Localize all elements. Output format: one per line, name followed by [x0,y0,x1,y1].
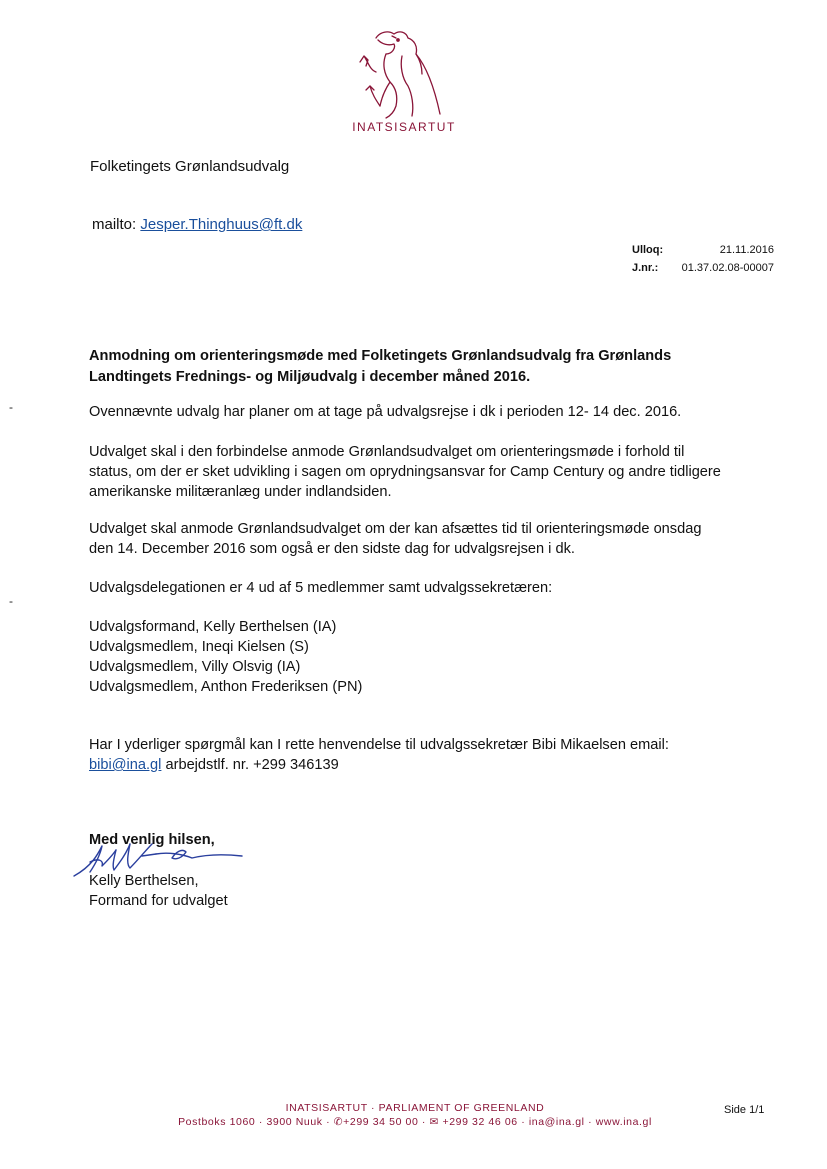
letter-subject: Anmodning om orienteringsmøde med Folketingets Grønlandsudvalg fra Grønlands Landtingets Frednings- og Miljøudvalg i december måned 2016. [89,348,672,385]
contact-phone: arbejdstlf. nr. +299 346139 [161,757,339,773]
member-item: Udvalgsmedlem, Villy Olsvig (IA) [89,659,301,675]
paragraph-4: Udvalgsdelegationen er 4 ud af 5 medlemmer samt udvalgssekretæren: [89,580,553,596]
date-value: 21.11.2016 [719,244,774,256]
journal-value: 01.37.02.08-00007 [681,262,774,274]
journal-label: J.nr.: [632,262,659,274]
document-meta [632,244,774,280]
contact-email-link[interactable]: bibi@ina.gl [89,757,162,773]
recipient-name: Folketingets Grønlandsudvalg [90,158,290,175]
date-row [632,244,774,262]
polar-bear-icon [336,26,466,126]
members-list [89,617,729,697]
margin-mark: - [9,400,13,414]
journal-row [632,262,774,280]
closing-greeting: Med venlig hilsen, [89,832,215,848]
page-number: Side 1/1 [724,1104,765,1116]
contact-text: Har I yderliger spørgmål kan I rette henvendelse til udvalgssekretær Bibi Mikaelsen email: [89,737,669,753]
recipient-email-link[interactable]: Jesper.Thinghuus@ft.dk [140,216,303,233]
mailto-line [92,216,302,233]
date-label: Ulloq: [632,244,664,256]
paragraph-3: Udvalget skal anmode Grønlandsudvalget om der kan afsættes tid til orienteringsmøde onsdag den 14. December 2016 som også er den sidste dag for udvalgsrejsen i dk. [89,521,702,557]
paragraph-2: Udvalget skal i den forbindelse anmode Grønlandsudvalget om orienteringsmøde i forhold til status, om der er sket udvikling i sagen om oprydningsansvar for Camp Century og andre tidligere amerikanske militæranlæg under indlandsiden. [89,444,721,500]
paragraph-contact [89,735,729,775]
mailto-label: mailto: [92,216,137,233]
member-item: Udvalgsmedlem, Ineqi Kielsen (S) [89,639,309,655]
logo-text: INATSISARTUT [352,120,456,134]
footer-contact: Postboks 1060 · 3900 Nuuk · ✆+299 34 50 00 · ✉ +299 32 46 06 · ina@ina.gl · www.ina.gl [178,1116,652,1128]
footer-org: INATSISARTUT · PARLIAMENT OF GREENLAND [285,1102,545,1114]
signer-name: Kelly Berthelsen, [89,873,199,889]
signer-block [89,871,228,911]
footer [120,1101,710,1129]
paragraph-1: Ovennævnte udvalg har planer om at tage på udvalgsrejse i dk i perioden 12- 14 dec. 2016. [89,404,682,420]
member-item: Udvalgsmedlem, Anthon Frederiksen (PN) [89,679,363,695]
member-item: Udvalgsformand, Kelly Berthelsen (IA) [89,619,337,635]
signer-title: Formand for udvalget [89,893,228,909]
margin-mark: - [9,594,13,608]
